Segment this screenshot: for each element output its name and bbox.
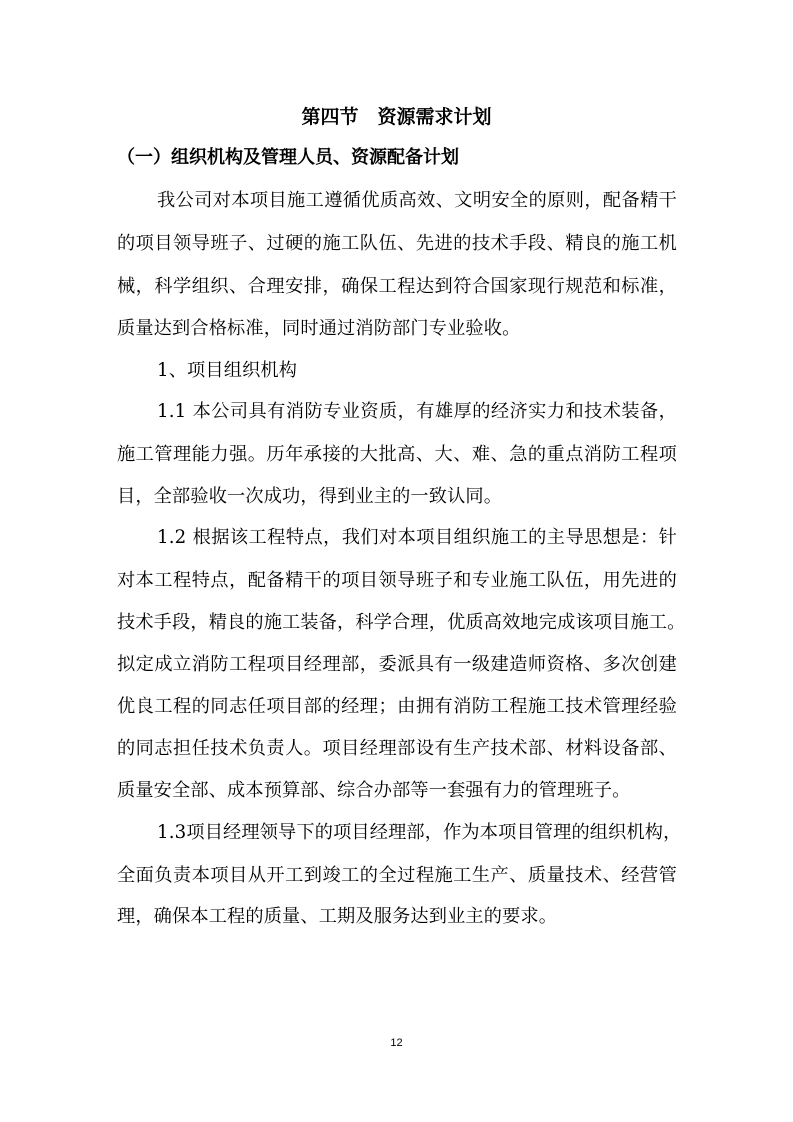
page-number: 12 (390, 1037, 403, 1049)
paragraph-3-line-1: 1.1 本公司具有消防专业资质，有雄厚的经济实力和技术装备， (157, 401, 677, 422)
subsection-title: （一）组织机构及管理人员、资源配备计划 (117, 147, 459, 168)
paragraph-4-line-1: 1.2 根据该工程特点，我们对本项目组织施工的主导思想是：针 (157, 527, 677, 548)
paragraph-4-line-5: 优良工程的同志任项目部的经理；由拥有消防工程施工技术管理经验 (117, 696, 677, 717)
paragraph-1-line-1: 我公司对本项目施工遵循优质高效、文明安全的原则，配备精干 (157, 190, 677, 211)
paragraph-4-line-4: 拟定成立消防工程项目经理部，委派具有一级建造师资格、多次创建 (117, 654, 677, 675)
paragraph-1-line-4: 质量达到合格标准，同时通过消防部门专业验收。 (117, 318, 521, 339)
paragraph-4-line-6: 的同志担任技术负责人。项目经理部设有生产技术部、材料设备部、 (117, 738, 677, 759)
paragraph-5-line-2: 全面负责本项目从开工到竣工的全过程施工生产、质量技术、经营管 (117, 865, 677, 886)
paragraph-3-line-2: 施工管理能力强。历年承接的大批高、大、难、急的重点消防工程项 (117, 444, 677, 465)
paragraph-3-line-3: 目，全部验收一次成功，得到业主的一致认同。 (117, 486, 503, 507)
section-title: 第四节 资源需求计划 (301, 106, 492, 128)
paragraph-5-line-1: 1.3项目经理领导下的项目经理部，作为本项目管理的组织机构， (157, 822, 682, 843)
paragraph-1-line-3: 械，科学组织、合理安排，确保工程达到符合国家现行规范和标准， (117, 276, 677, 297)
paragraph-5-line-3: 理，确保本工程的质量、工期及服务达到业主的要求。 (117, 906, 558, 927)
paragraph-4-line-7: 质量安全部、成本预算部、综合办部等一套强有力的管理班子。 (117, 780, 631, 801)
paragraph-2-line-1: 1、项目组织机构 (157, 360, 298, 381)
paragraph-4-line-3: 技术手段，精良的施工装备，科学合理，优质高效地完成该项目施工。 (117, 612, 686, 633)
paragraph-4-line-2: 对本工程特点，配备精干的项目领导班子和专业施工队伍，用先进的 (117, 570, 677, 591)
paragraph-1-line-2: 的项目领导班子、过硬的施工队伍、先进的技术手段、精良的施工机 (117, 233, 677, 254)
